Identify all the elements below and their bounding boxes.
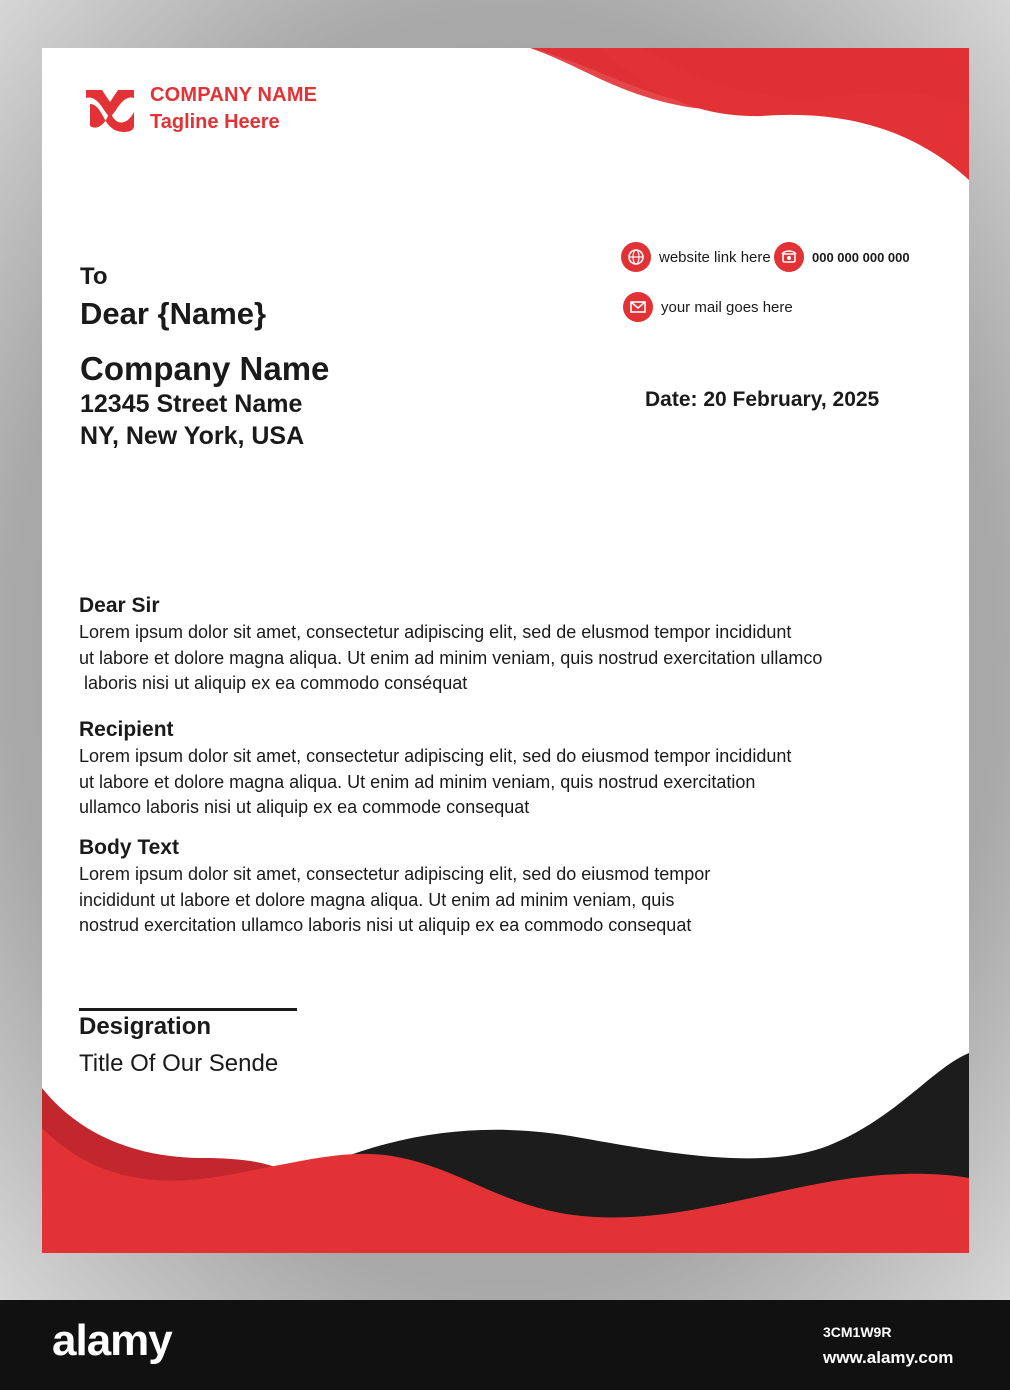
email-text: your mail goes here (661, 298, 793, 316)
paragraph-line: Lorem ipsum dolor sit amet, consectetur adipiscing elit, sed do eiusmod tempor (79, 864, 711, 884)
contact-phone[interactable] (774, 242, 910, 272)
recipient-company: Company Name (80, 350, 330, 387)
watermark-brand: alamy (52, 1316, 172, 1365)
paragraph-line: ut labore et dolore magna aliqua. Ut enim ad minim veniam, quis nostrud exercitation ullamco (79, 647, 823, 668)
sender-title: Title Of Our Sende (79, 1050, 279, 1077)
phone-icon (774, 242, 804, 272)
designation: Desigration (79, 1013, 212, 1040)
contact-website[interactable] (621, 242, 771, 272)
globe-icon (621, 242, 651, 272)
watermark-site: www.alamy.com (823, 1348, 954, 1367)
section-body-text (79, 836, 939, 939)
mail-icon (623, 292, 653, 322)
logo-mark (84, 86, 136, 136)
paragraph-line: ut labore et dolore magna aliqua. Ut enim ad minim veniam, quis nostrud exercitation (79, 771, 756, 792)
section-recipient (79, 718, 939, 821)
section-heading: Recipient (79, 718, 174, 741)
recipient-street: 12345 Street Name (80, 390, 303, 418)
company-name: COMPANY NAME (150, 84, 318, 106)
recipient-city: NY, New York, USA (80, 422, 305, 450)
section-heading: Body Text (79, 836, 179, 859)
letter-date: Date: 20 February, 2025 (645, 388, 880, 411)
watermark-image-id: 3CM1W9R (823, 1324, 892, 1340)
website-text: website link here (659, 248, 771, 266)
signature-line (79, 1008, 297, 1011)
paragraph-line: Lorem ipsum dolor sit amet, consectetur adipiscing elit, sed do eiusmod tempor incididunt (79, 746, 792, 766)
paragraph-line: laboris nisi ut aliquip ex ea commodo conséquat (79, 673, 468, 693)
recipient-dear: Dear {Name} (80, 296, 267, 331)
paragraph-line: nostrud exercitation ullamco laboris nisi ut aliquip ex ea commodo consequat (79, 915, 692, 935)
paragraph-line: incididunt ut labore et dolore magna aliqua. Ut enim ad minim veniam, quis (79, 889, 675, 910)
contact-email[interactable] (623, 292, 793, 322)
recipient-to: To (80, 263, 108, 290)
section-dear-sir (79, 594, 939, 697)
top-wave-red-2 (530, 48, 969, 158)
company-tagline: Tagline Heere (150, 111, 280, 133)
paragraph-line: Lorem ipsum dolor sit amet, consectetur adipiscing elit, sed de elusmod tempor incididunt (79, 622, 792, 642)
paragraph-line: ullamco laboris nisi ut aliquip ex ea commode consequat (79, 797, 530, 817)
section-heading: Dear Sir (79, 594, 160, 617)
phone-text: 000 000 000 000 (812, 249, 910, 265)
letterhead-page (42, 48, 969, 1253)
